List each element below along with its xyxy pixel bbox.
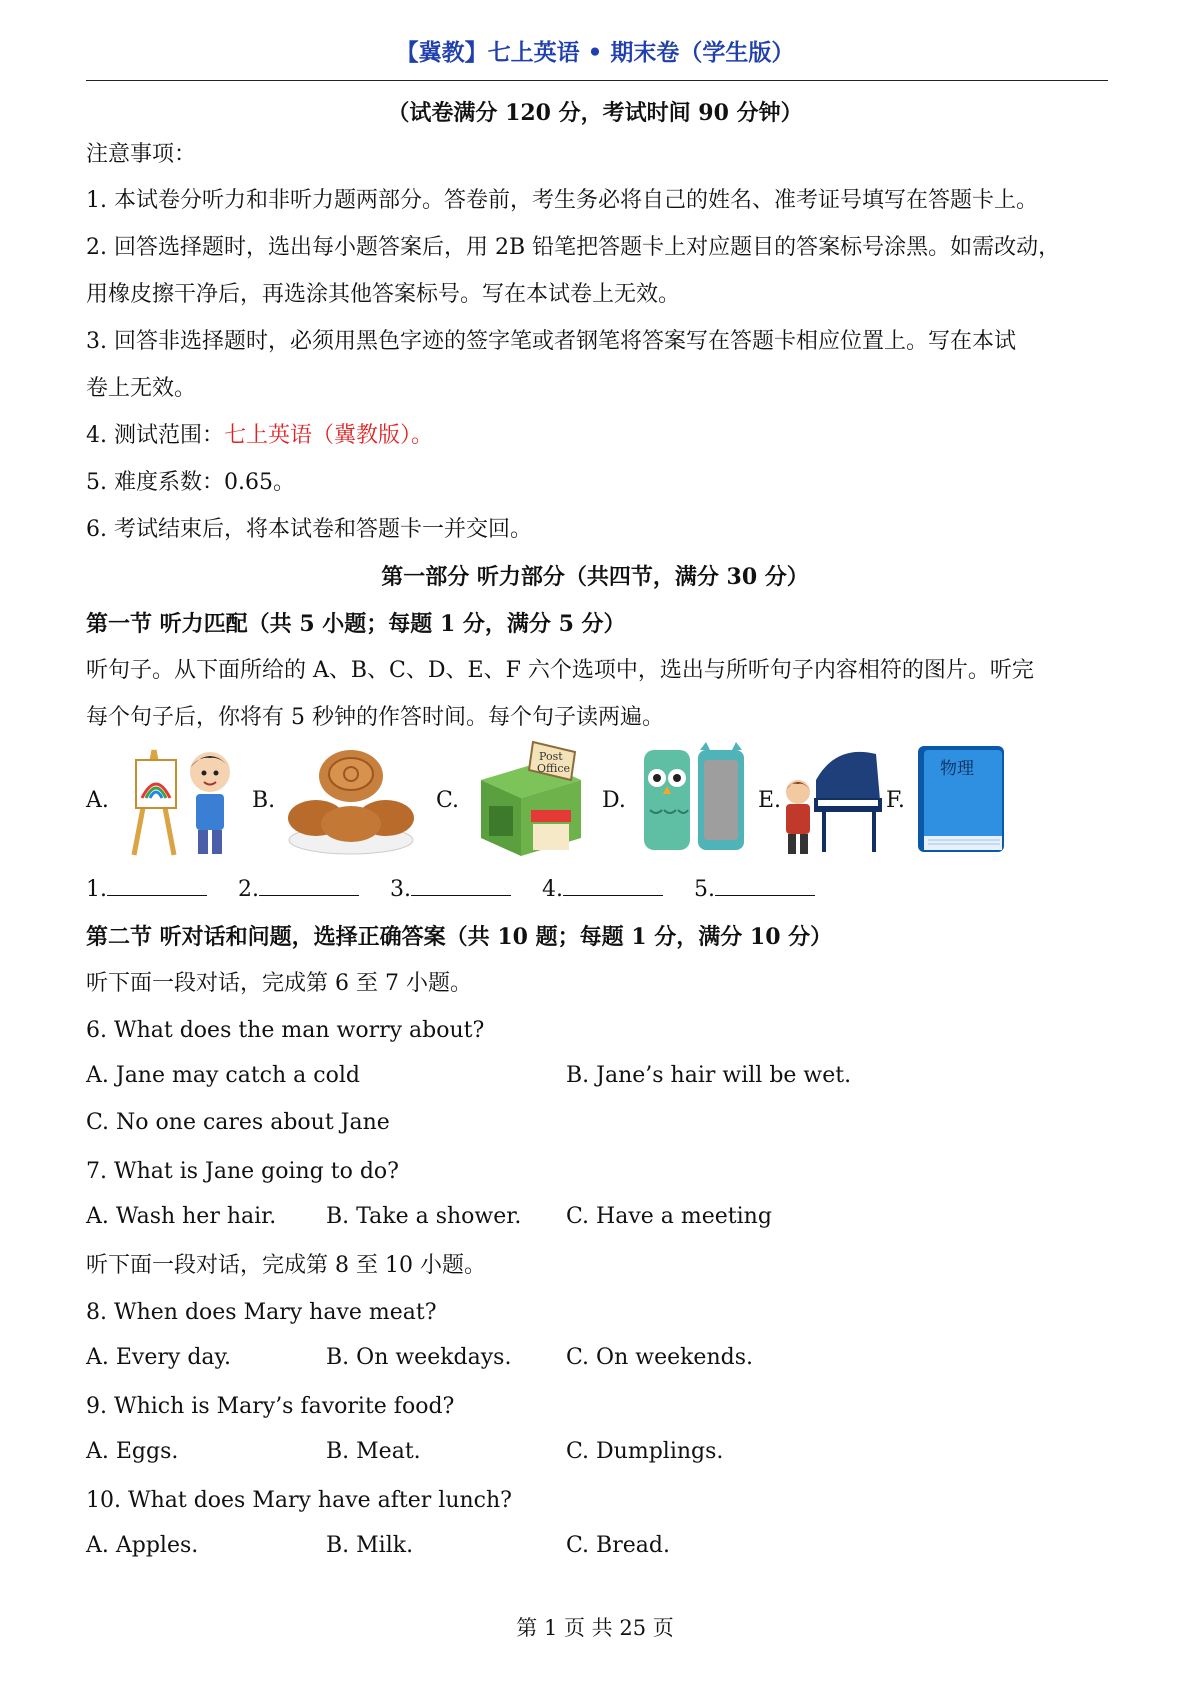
answer-blank-4[interactable]: 4. (542, 876, 663, 902)
note-5: 5. 难度系数：0.65。 (86, 470, 295, 495)
mooncakes-icon (286, 740, 416, 858)
q9-option-a: A. Eggs. (86, 1439, 179, 1464)
q7-option-c: C. Have a meeting (566, 1204, 772, 1229)
post-office-sign-line-1: Post (539, 750, 563, 763)
pic-label-c: C. (436, 788, 460, 813)
child-painting-icon (124, 740, 244, 858)
book-title: 物理 (940, 759, 974, 779)
note-2-line-1: 2. 回答选择题时，选出每小题答案后，用 2B 铅笔把答题卡上对应题目的答案标号涂黑。如需改动， (86, 235, 1061, 260)
question-10: 10. What does Mary have after lunch? (86, 1488, 512, 1513)
section1-instruction-line-1: 听句子。从下面所给的 A、B、C、D、E、F 六个选项中，选出与所听句子内容相符的图片。听完 (86, 658, 1034, 683)
answer-blank-3[interactable]: 3. (390, 876, 511, 902)
q10-option-b: B. Milk. (326, 1533, 414, 1558)
section2-intro-2: 听下面一段对话，完成第 8 至 10 小题。 (86, 1253, 486, 1278)
post-office-sign-line-2: Office (537, 762, 571, 775)
pic-label-d: D. (602, 788, 626, 813)
note-3-line-1: 3. 回答非选择题时，必须用黑色字迹的签字笔或者钢笔将答案写在答题卡相应位置上。写在本试 (86, 329, 1016, 354)
section1-instruction-line-2: 每个句子后，你将有 5 秒钟的作答时间。每个句子读两遍。 (86, 705, 664, 730)
pic-label-b: B. (252, 788, 276, 813)
answer-blank-1[interactable]: 1. (86, 876, 207, 902)
q8-option-c: C. On weekends. (566, 1345, 753, 1370)
part1-title: 第一部分 听力部分（共四节，满分 30 分） (381, 564, 809, 590)
q10-option-c: C. Bread. (566, 1533, 670, 1558)
note-6: 6. 考试结束后，将本试卷和答题卡一并交回。 (86, 517, 532, 542)
piano-player-icon (776, 740, 886, 858)
answer-blank-5[interactable]: 5. (694, 876, 815, 902)
physics-book-icon (910, 740, 1010, 858)
pic-label-a: A. (86, 788, 109, 813)
header-title: 【冀教】七上英语 • 期末卷（学生版） (395, 40, 795, 66)
phone-cases-icon (640, 740, 750, 858)
answer-blanks (86, 876, 839, 902)
note-2-line-2: 用橡皮擦干净后，再选涂其他答案标号。写在本试卷上无效。 (86, 282, 681, 307)
picture-options-row (86, 740, 1116, 860)
header-divider (86, 80, 1108, 81)
q10-option-a: A. Apples. (86, 1533, 199, 1558)
question-6: 6. What does the man worry about? (86, 1018, 485, 1043)
q7-option-b: B. Take a shower. (326, 1204, 522, 1229)
question-9: 9. Which is Mary’s favorite food? (86, 1394, 455, 1419)
q7-option-a: A. Wash her hair. (86, 1204, 277, 1229)
pic-label-f: F. (886, 788, 905, 813)
section2-title: 第二节 听对话和问题，选择正确答案（共 10 题；每题 1 分，满分 10 分） (86, 924, 833, 950)
test-range-value: 七上英语（冀教版）。 (223, 423, 433, 448)
pic-label-e: E. (758, 788, 782, 813)
section1-title: 第一节 听力匹配（共 5 小题；每题 1 分，满分 5 分） (86, 611, 626, 637)
answer-blank-2[interactable]: 2. (238, 876, 359, 902)
exam-subtitle: （试卷满分 120 分，考试时间 90 分钟） (387, 100, 803, 126)
note-4 (86, 421, 1116, 451)
note-3-line-2: 卷上无效。 (86, 376, 197, 401)
q6-option-b: B. Jane’s hair will be wet. (566, 1063, 852, 1088)
q8-option-b: B. On weekdays. (326, 1345, 512, 1370)
question-8: 8. When does Mary have meat? (86, 1300, 437, 1325)
page-footer: 第 1 页 共 25 页 (516, 1616, 674, 1640)
q9-option-b: B. Meat. (326, 1439, 421, 1464)
q8-option-a: A. Every day. (86, 1345, 232, 1370)
q6-option-a: A. Jane may catch a cold (86, 1063, 360, 1088)
question-7: 7. What is Jane going to do? (86, 1159, 399, 1184)
post-office-icon (471, 740, 591, 858)
q6-option-c: C. No one cares about Jane (86, 1110, 390, 1135)
section2-intro-1: 听下面一段对话，完成第 6 至 7 小题。 (86, 971, 472, 996)
note-1: 1. 本试卷分听力和非听力题两部分。答卷前，考生务必将自己的姓名、准考证号填写在答题卡上。 (86, 188, 1038, 213)
note-4-prefix: 4. 测试范围： (86, 423, 224, 448)
notes-heading: 注意事项： (86, 142, 197, 167)
q9-option-c: C. Dumplings. (566, 1439, 724, 1464)
